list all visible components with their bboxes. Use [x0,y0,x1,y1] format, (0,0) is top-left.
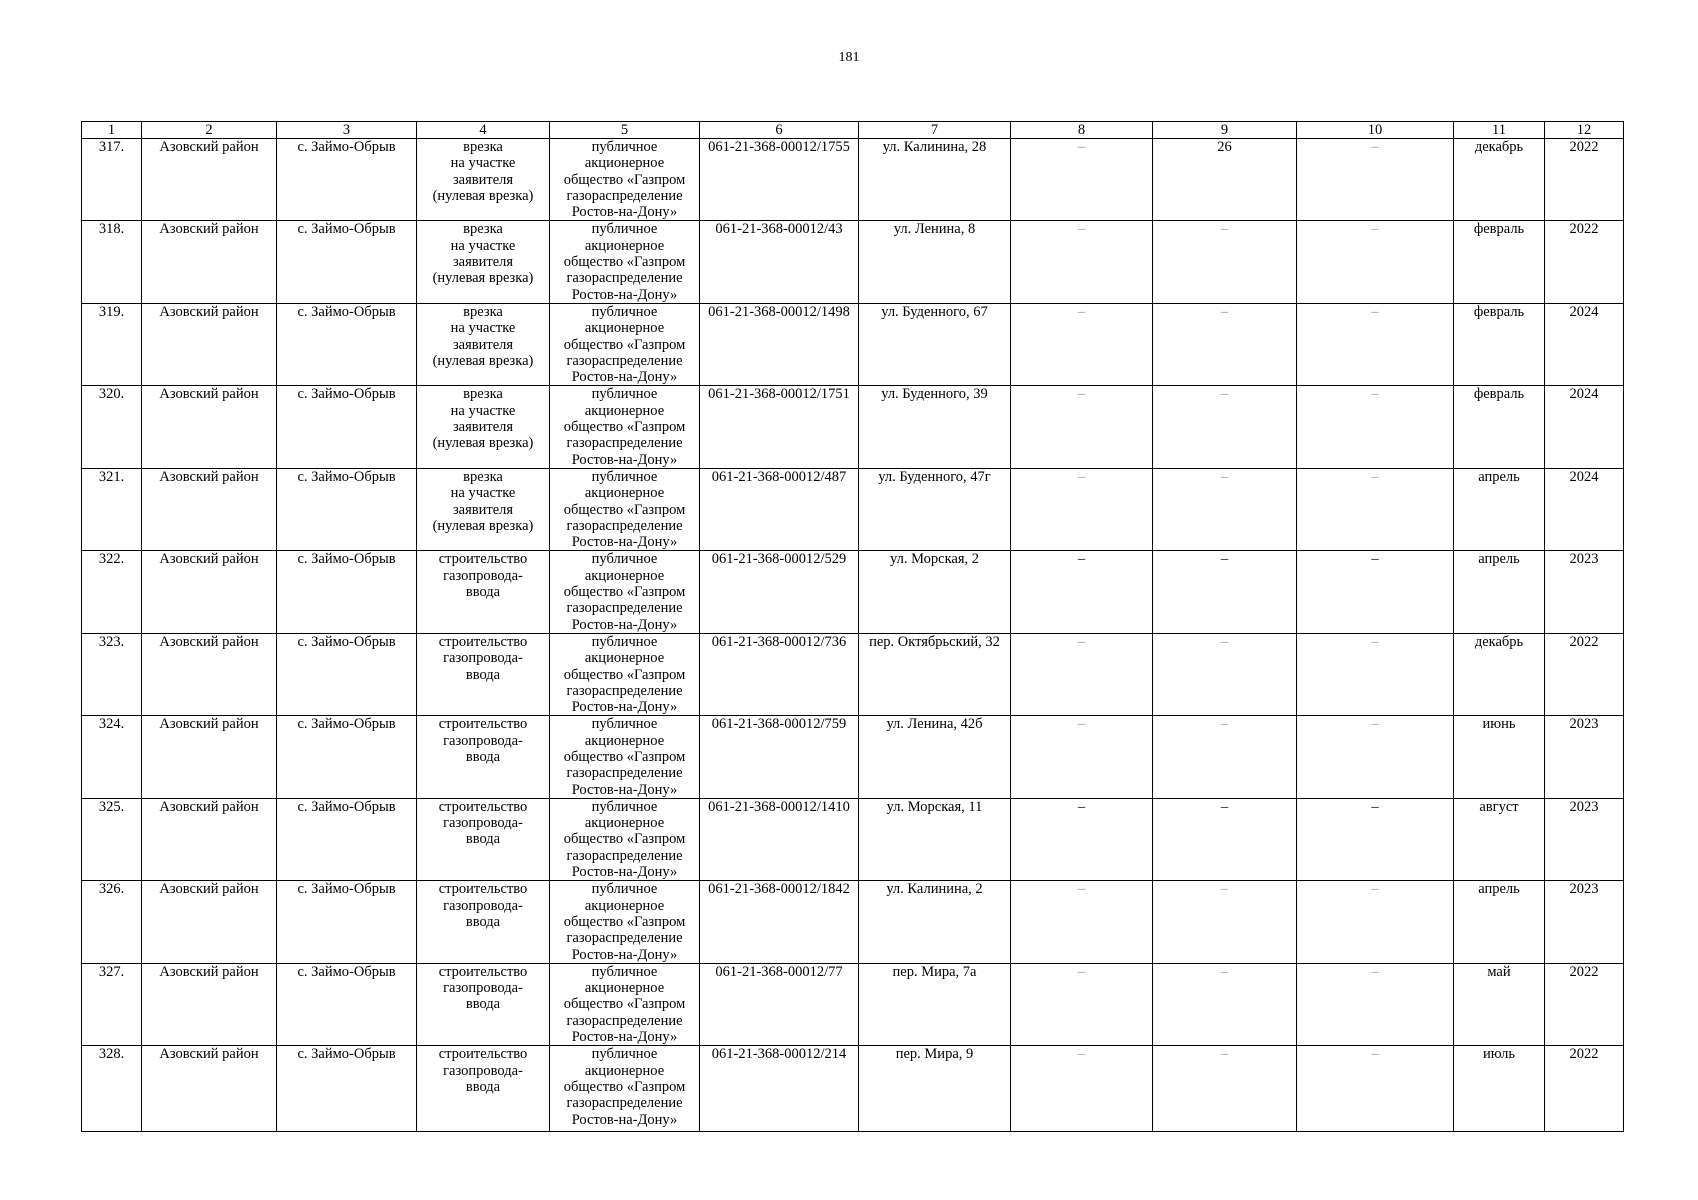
work-type-cell: врезка на участке заявителя (нулевая врезка) [417,386,550,468]
year-cell: 2023 [1545,798,1624,880]
district-cell: Азовский район [142,881,277,963]
district-cell: Азовский район [142,1046,277,1132]
district-cell: Азовский район [142,386,277,468]
column-9-cell: 26 [1153,139,1297,221]
year-cell: 2022 [1545,633,1624,715]
month-cell: февраль [1454,221,1545,303]
column-8-cell: – [1011,881,1153,963]
district-cell: Азовский район [142,303,277,385]
column-header: 8 [1011,122,1153,139]
address-cell: пер. Мира, 7а [859,963,1011,1045]
column-10-cell: – [1297,303,1454,385]
column-8-cell: – [1011,386,1153,468]
settlement-cell: с. Займо-Обрыв [277,139,417,221]
work-type-cell: строительство газопровода- ввода [417,881,550,963]
organization-cell: публичное акционерное общество «Газпром газораспределение Ростов-на-Дону» [550,303,700,385]
column-10-cell: – [1297,221,1454,303]
organization-cell: публичное акционерное общество «Газпром газораспределение Ростов-на-Дону» [550,1046,700,1132]
table-row [82,386,1624,468]
column-header: 9 [1153,122,1297,139]
month-cell: декабрь [1454,139,1545,221]
year-cell: 2024 [1545,303,1624,385]
month-cell: август [1454,798,1545,880]
settlement-cell: с. Займо-Обрыв [277,303,417,385]
settlement-cell: с. Займо-Обрыв [277,798,417,880]
month-cell: февраль [1454,303,1545,385]
column-header: 5 [550,122,700,139]
organization-cell: публичное акционерное общество «Газпром газораспределение Ростов-на-Дону» [550,881,700,963]
column-10-cell: – [1297,551,1454,633]
settlement-cell: с. Займо-Обрыв [277,881,417,963]
work-type-cell: врезка на участке заявителя (нулевая врезка) [417,139,550,221]
column-header: 10 [1297,122,1454,139]
column-9-cell: – [1153,716,1297,798]
registry-code-cell: 061-21-368-00012/487 [700,468,859,550]
column-10-cell: – [1297,963,1454,1045]
address-cell: ул. Морская, 2 [859,551,1011,633]
organization-cell: публичное акционерное общество «Газпром газораспределение Ростов-на-Дону» [550,798,700,880]
year-cell: 2024 [1545,468,1624,550]
column-8-cell: – [1011,963,1153,1045]
row-number: 327. [82,963,142,1045]
row-number: 318. [82,221,142,303]
address-cell: пер. Октябрьский, 32 [859,633,1011,715]
settlement-cell: с. Займо-Обрыв [277,468,417,550]
column-8-cell: – [1011,633,1153,715]
settlement-cell: с. Займо-Обрыв [277,386,417,468]
settlement-cell: с. Займо-Обрыв [277,963,417,1045]
settlement-cell: с. Займо-Обрыв [277,716,417,798]
month-cell: апрель [1454,468,1545,550]
district-cell: Азовский район [142,221,277,303]
table-header [82,122,1624,139]
column-8-cell: – [1011,468,1153,550]
address-cell: пер. Мира, 9 [859,1046,1011,1132]
row-number: 324. [82,716,142,798]
column-header: 7 [859,122,1011,139]
address-cell: ул. Морская, 11 [859,798,1011,880]
table-row [82,468,1624,550]
year-cell: 2022 [1545,221,1624,303]
work-type-cell: строительство газопровода- ввода [417,1046,550,1132]
registry-code-cell: 061-21-368-00012/43 [700,221,859,303]
address-cell: ул. Калинина, 2 [859,881,1011,963]
district-cell: Азовский район [142,468,277,550]
address-cell: ул. Буденного, 39 [859,386,1011,468]
address-cell: ул. Ленина, 42б [859,716,1011,798]
column-10-cell: – [1297,881,1454,963]
work-type-cell: строительство газопровода- ввода [417,716,550,798]
column-header: 11 [1454,122,1545,139]
column-10-cell: – [1297,633,1454,715]
year-cell: 2022 [1545,963,1624,1045]
district-cell: Азовский район [142,139,277,221]
row-number: 321. [82,468,142,550]
settlement-cell: с. Займо-Обрыв [277,551,417,633]
column-10-cell: – [1297,468,1454,550]
registry-table [81,121,1624,1132]
column-9-cell: – [1153,221,1297,303]
address-cell: ул. Буденного, 67 [859,303,1011,385]
column-8-cell: – [1011,551,1153,633]
column-9-cell: – [1153,963,1297,1045]
registry-code-cell: 061-21-368-00012/1751 [700,386,859,468]
row-number: 320. [82,386,142,468]
column-header: 2 [142,122,277,139]
column-8-cell: – [1011,1046,1153,1132]
month-cell: апрель [1454,881,1545,963]
work-type-cell: врезка на участке заявителя (нулевая врезка) [417,303,550,385]
year-cell: 2023 [1545,551,1624,633]
month-cell: декабрь [1454,633,1545,715]
table-row [82,303,1624,385]
year-cell: 2023 [1545,716,1624,798]
column-8-cell: – [1011,303,1153,385]
row-number: 326. [82,881,142,963]
settlement-cell: с. Займо-Обрыв [277,633,417,715]
column-10-cell: – [1297,716,1454,798]
column-8-cell: – [1011,716,1153,798]
month-cell: май [1454,963,1545,1045]
registry-code-cell: 061-21-368-00012/529 [700,551,859,633]
row-number: 328. [82,1046,142,1132]
column-9-cell: – [1153,303,1297,385]
table-row [82,798,1624,880]
year-cell: 2024 [1545,386,1624,468]
work-type-cell: строительство газопровода- ввода [417,798,550,880]
column-10-cell: – [1297,139,1454,221]
month-cell: июнь [1454,716,1545,798]
row-number: 317. [82,139,142,221]
month-cell: февраль [1454,386,1545,468]
registry-code-cell: 061-21-368-00012/1842 [700,881,859,963]
column-9-cell: – [1153,386,1297,468]
table-row [82,963,1624,1045]
year-cell: 2022 [1545,1046,1624,1132]
district-cell: Азовский район [142,633,277,715]
column-header: 3 [277,122,417,139]
registry-code-cell: 061-21-368-00012/77 [700,963,859,1045]
table-body [82,139,1624,1132]
header-row [82,122,1624,139]
column-10-cell: – [1297,798,1454,880]
row-number: 323. [82,633,142,715]
district-cell: Азовский район [142,551,277,633]
settlement-cell: с. Займо-Обрыв [277,221,417,303]
registry-code-cell: 061-21-368-00012/736 [700,633,859,715]
column-9-cell: – [1153,881,1297,963]
registry-code-cell: 061-21-368-00012/1498 [700,303,859,385]
organization-cell: публичное акционерное общество «Газпром газораспределение Ростов-на-Дону» [550,963,700,1045]
work-type-cell: строительство газопровода- ввода [417,551,550,633]
column-9-cell: – [1153,551,1297,633]
table-row [82,881,1624,963]
row-number: 322. [82,551,142,633]
column-header: 4 [417,122,550,139]
row-number: 319. [82,303,142,385]
column-9-cell: – [1153,798,1297,880]
column-header: 1 [82,122,142,139]
month-cell: июль [1454,1046,1545,1132]
page-number: 181 [838,50,860,65]
address-cell: ул. Калинина, 28 [859,139,1011,221]
column-10-cell: – [1297,1046,1454,1132]
registry-code-cell: 061-21-368-00012/214 [700,1046,859,1132]
month-cell: апрель [1454,551,1545,633]
table-row [82,551,1624,633]
column-10-cell: – [1297,386,1454,468]
work-type-cell: строительство газопровода- ввода [417,633,550,715]
table-row [82,139,1624,221]
organization-cell: публичное акционерное общество «Газпром газораспределение Ростов-на-Дону» [550,551,700,633]
table-row [82,716,1624,798]
organization-cell: публичное акционерное общество «Газпром газораспределение Ростов-на-Дону» [550,139,700,221]
column-header: 6 [700,122,859,139]
work-type-cell: строительство газопровода- ввода [417,963,550,1045]
table-row [82,221,1624,303]
table-row [82,633,1624,715]
column-9-cell: – [1153,1046,1297,1132]
column-8-cell: – [1011,221,1153,303]
column-8-cell: – [1011,798,1153,880]
row-number: 325. [82,798,142,880]
address-cell: ул. Ленина, 8 [859,221,1011,303]
work-type-cell: врезка на участке заявителя (нулевая врезка) [417,468,550,550]
organization-cell: публичное акционерное общество «Газпром газораспределение Ростов-на-Дону» [550,386,700,468]
work-type-cell: врезка на участке заявителя (нулевая врезка) [417,221,550,303]
registry-code-cell: 061-21-368-00012/759 [700,716,859,798]
column-9-cell: – [1153,468,1297,550]
column-header: 12 [1545,122,1624,139]
address-cell: ул. Буденного, 47г [859,468,1011,550]
organization-cell: публичное акционерное общество «Газпром газораспределение Ростов-на-Дону» [550,633,700,715]
organization-cell: публичное акционерное общество «Газпром газораспределение Ростов-на-Дону» [550,468,700,550]
district-cell: Азовский район [142,963,277,1045]
registry-code-cell: 061-21-368-00012/1410 [700,798,859,880]
district-cell: Азовский район [142,716,277,798]
organization-cell: публичное акционерное общество «Газпром газораспределение Ростов-на-Дону» [550,716,700,798]
year-cell: 2022 [1545,139,1624,221]
district-cell: Азовский район [142,798,277,880]
year-cell: 2023 [1545,881,1624,963]
organization-cell: публичное акционерное общество «Газпром газораспределение Ростов-на-Дону» [550,221,700,303]
settlement-cell: с. Займо-Обрыв [277,1046,417,1132]
table-row [82,1046,1624,1132]
column-9-cell: – [1153,633,1297,715]
registry-code-cell: 061-21-368-00012/1755 [700,139,859,221]
column-8-cell: – [1011,139,1153,221]
